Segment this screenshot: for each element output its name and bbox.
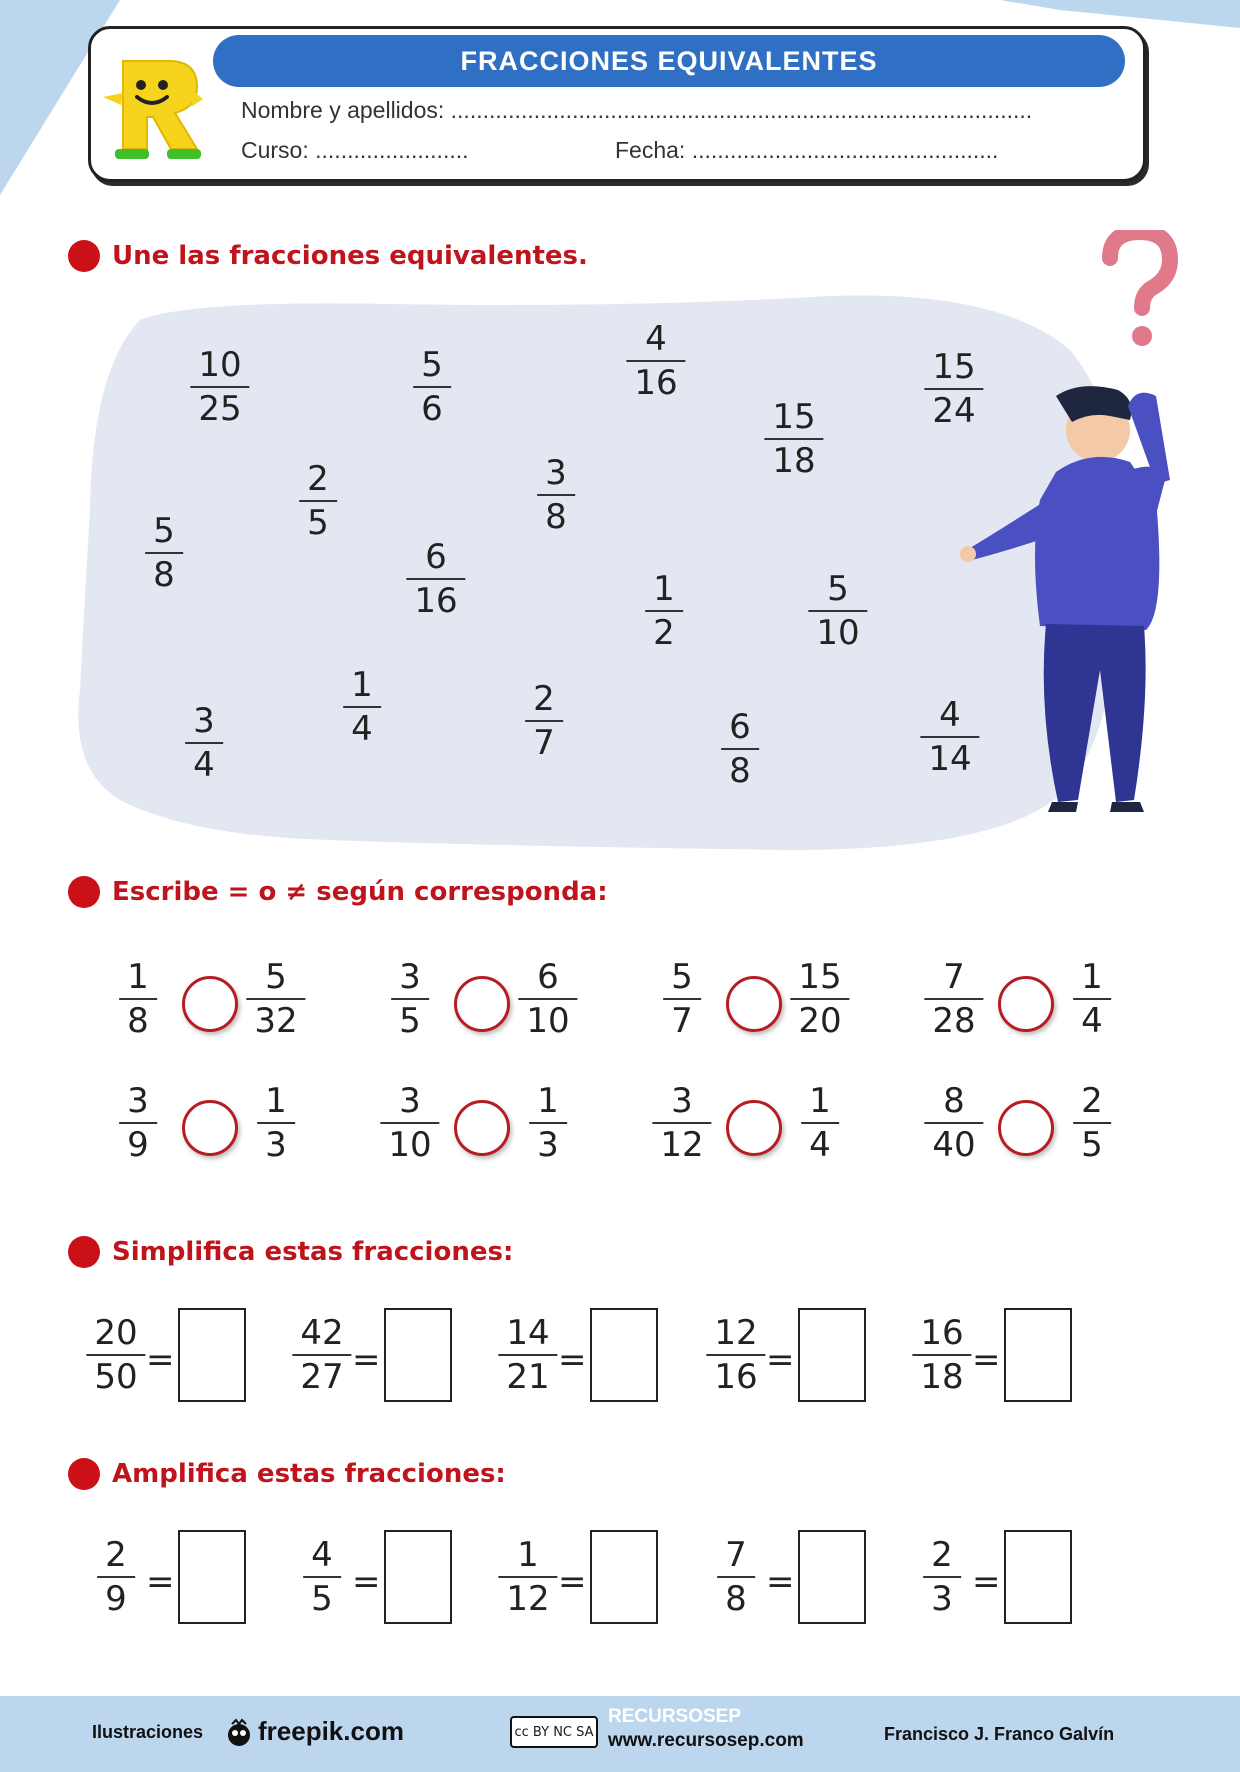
denominator: 40 — [932, 1125, 976, 1166]
denominator: 14 — [928, 739, 972, 780]
match-fraction — [529, 680, 559, 762]
fraction-bar — [380, 1122, 439, 1124]
creative-commons-badge: cc BY NC SA — [510, 1716, 598, 1748]
denominator: 8 — [729, 751, 751, 792]
numerator: 16 — [920, 1313, 964, 1353]
denominator: 8 — [725, 1579, 747, 1620]
denominator: 18 — [920, 1357, 964, 1398]
section-simplify-heading — [68, 1236, 513, 1268]
denominator: 25 — [198, 389, 242, 430]
name-dots: ........................................................................................... — [450, 97, 1033, 123]
fraction-bar — [391, 998, 429, 1000]
simplify-answer-box[interactable] — [1004, 1308, 1072, 1402]
compare-fraction-left — [656, 1082, 707, 1164]
section-match-title: Une las fracciones equivalentes. — [112, 241, 588, 271]
numerator: 5 — [827, 569, 849, 609]
denominator: 10 — [526, 1001, 570, 1042]
numerator: 2 — [1081, 1081, 1103, 1121]
simplify-answer-box[interactable] — [798, 1308, 866, 1402]
denominator: 5 — [307, 503, 329, 544]
fraction-bar — [292, 1354, 351, 1356]
denominator: 28 — [932, 1001, 976, 1042]
denominator: 12 — [506, 1579, 550, 1620]
fraction-bar — [525, 720, 563, 722]
fraction-bar — [86, 1354, 145, 1356]
denominator: 9 — [127, 1125, 149, 1166]
compare-fraction-left — [123, 958, 153, 1040]
match-fraction — [725, 708, 755, 790]
denominator: 27 — [300, 1357, 344, 1398]
fraction-bar — [808, 610, 867, 612]
equal-sign: = — [146, 1340, 175, 1380]
match-fraction — [812, 570, 863, 652]
match-fraction — [194, 346, 245, 428]
numerator: 4 — [939, 695, 961, 735]
compare-answer-circle[interactable] — [726, 976, 782, 1032]
numerator: 2 — [105, 1535, 127, 1575]
compare-answer-circle[interactable] — [182, 1100, 238, 1156]
freepik-logo-icon — [224, 1718, 254, 1748]
course-dots: ........................ — [315, 137, 469, 163]
amplify-answer-box[interactable] — [798, 1530, 866, 1624]
equal-sign: = — [558, 1340, 587, 1380]
numerator: 6 — [729, 707, 751, 747]
fraction-bar — [257, 1122, 295, 1124]
denominator: 10 — [388, 1125, 432, 1166]
numerator: 2 — [931, 1535, 953, 1575]
name-label: Nombre y apellidos: — [241, 97, 445, 123]
denominator: 7 — [533, 723, 555, 764]
numerator: 2 — [307, 459, 329, 499]
denominator: 6 — [421, 389, 443, 430]
section-amplify-heading — [68, 1458, 506, 1490]
amplify-fraction — [927, 1536, 957, 1618]
compare-fraction-right — [805, 1082, 835, 1164]
compare-fraction-right — [1077, 1082, 1107, 1164]
denominator: 3 — [537, 1125, 559, 1166]
fraction-bar — [764, 438, 823, 440]
denominator: 5 — [1081, 1125, 1103, 1166]
section-compare-heading — [68, 876, 608, 908]
numerator: 1 — [127, 957, 149, 997]
fraction-bar — [717, 1576, 755, 1578]
denominator: 4 — [193, 745, 215, 786]
numerator: 15 — [932, 347, 976, 387]
thinking-person-illustration — [960, 230, 1200, 830]
freepik-link[interactable]: freepik.com — [258, 1716, 404, 1746]
denominator: 16 — [414, 581, 458, 622]
red-bullet-icon — [68, 876, 100, 908]
compare-fraction-right — [533, 1082, 563, 1164]
denominator: 12 — [660, 1125, 704, 1166]
compare-fraction-right — [1077, 958, 1107, 1040]
denominator: 24 — [932, 391, 976, 432]
numerator: 3 — [399, 957, 421, 997]
date-dots: ................................................ — [691, 137, 999, 163]
numerator: 3 — [671, 1081, 693, 1121]
denominator: 32 — [254, 1001, 298, 1042]
simplify-answer-box[interactable] — [590, 1308, 658, 1402]
fraction-bar — [190, 386, 249, 388]
denominator: 3 — [931, 1579, 953, 1620]
match-fraction — [410, 538, 461, 620]
compare-answer-circle[interactable] — [998, 1100, 1054, 1156]
denominator: 20 — [798, 1001, 842, 1042]
fraction-bar — [413, 386, 451, 388]
numerator: 2 — [533, 679, 555, 719]
denominator: 18 — [772, 441, 816, 482]
denominator: 3 — [265, 1125, 287, 1166]
numerator: 15 — [798, 957, 842, 997]
numerator: 1 — [1081, 957, 1103, 997]
fraction-bar — [498, 1354, 557, 1356]
compare-fraction-left — [928, 958, 979, 1040]
compare-fraction-right — [261, 1082, 291, 1164]
fraction-bar — [1073, 1122, 1111, 1124]
section-simplify-title: Simplifica estas fracciones: — [112, 1237, 514, 1267]
course-field-line — [241, 137, 469, 164]
equal-sign: = — [766, 1562, 795, 1602]
compare-fraction-right — [522, 958, 573, 1040]
numerator: 4 — [311, 1535, 333, 1575]
date-field-line — [615, 137, 998, 164]
fraction-bar — [518, 998, 577, 1000]
numerator: 7 — [943, 957, 965, 997]
fraction-bar — [97, 1576, 135, 1578]
numerator: 4 — [645, 319, 667, 359]
numerator: 20 — [94, 1313, 138, 1353]
numerator: 1 — [809, 1081, 831, 1121]
date-label: Fecha: — [615, 137, 686, 163]
amplify-fraction — [307, 1536, 337, 1618]
fraction-bar — [652, 1122, 711, 1124]
equal-sign: = — [558, 1562, 587, 1602]
author-name: Francisco J. Franco Galvín — [884, 1724, 1115, 1744]
fraction-bar — [663, 998, 701, 1000]
denominator: 5 — [311, 1579, 333, 1620]
numerator: 8 — [943, 1081, 965, 1121]
red-bullet-icon — [68, 240, 100, 272]
numerator: 15 — [772, 397, 816, 437]
compare-answer-circle[interactable] — [454, 976, 510, 1032]
fraction-bar — [343, 706, 381, 708]
equal-sign: = — [972, 1562, 1001, 1602]
denominator: 8 — [545, 497, 567, 538]
match-fraction — [347, 666, 377, 748]
numerator: 5 — [265, 957, 287, 997]
simplify-fraction — [502, 1314, 553, 1396]
denominator: 16 — [634, 363, 678, 404]
fraction-bar — [537, 494, 575, 496]
match-fraction — [303, 460, 333, 542]
numerator: 5 — [421, 345, 443, 385]
amplify-answer-box[interactable] — [178, 1530, 246, 1624]
numerator: 1 — [537, 1081, 559, 1121]
numerator: 1 — [653, 569, 675, 609]
match-fraction — [149, 512, 179, 594]
amplify-answer-box[interactable] — [384, 1530, 452, 1624]
simplify-fraction — [916, 1314, 967, 1396]
fraction-bar — [299, 500, 337, 502]
denominator: 9 — [105, 1579, 127, 1620]
numerator: 1 — [351, 665, 373, 705]
fraction-bar — [246, 998, 305, 1000]
numerator: 12 — [714, 1313, 758, 1353]
equal-sign: = — [146, 1562, 175, 1602]
fraction-bar — [498, 1576, 557, 1578]
fraction-bar — [801, 1122, 839, 1124]
recursosep-brand: RECURSOSEP — [608, 1706, 742, 1727]
numerator: 42 — [300, 1313, 344, 1353]
amplify-fraction — [502, 1536, 553, 1618]
denominator: 16 — [714, 1357, 758, 1398]
fraction-bar — [303, 1576, 341, 1578]
match-fraction — [189, 702, 219, 784]
equal-sign: = — [352, 1340, 381, 1380]
simplify-answer-box[interactable] — [178, 1308, 246, 1402]
denominator: 4 — [351, 709, 373, 750]
numerator: 3 — [399, 1081, 421, 1121]
denominator: 7 — [671, 1001, 693, 1042]
compare-fraction-left — [384, 1082, 435, 1164]
amplify-fraction — [101, 1536, 131, 1618]
simplify-fraction — [710, 1314, 761, 1396]
fraction-bar — [406, 578, 465, 580]
denominator: 8 — [127, 1001, 149, 1042]
section-amplify-title: Amplifica estas fracciones: — [112, 1459, 506, 1489]
simplify-fraction — [90, 1314, 141, 1396]
header-card — [88, 26, 1146, 182]
compare-fraction-right — [250, 958, 301, 1040]
equal-sign: = — [766, 1340, 795, 1380]
fraction-bar — [645, 610, 683, 612]
fraction-bar — [119, 1122, 157, 1124]
simplify-fraction — [296, 1314, 347, 1396]
compare-answer-circle[interactable] — [182, 976, 238, 1032]
compare-fraction-left — [667, 958, 697, 1040]
compare-fraction-left — [395, 958, 425, 1040]
denominator: 4 — [809, 1125, 831, 1166]
denominator: 21 — [506, 1357, 550, 1398]
fraction-bar — [1073, 998, 1111, 1000]
equal-sign: = — [352, 1562, 381, 1602]
mascot-r-logo — [101, 53, 205, 161]
section-match-heading — [68, 240, 588, 272]
section-compare-title: Escribe = o ≠ según corresponda: — [112, 877, 608, 907]
numerator: 6 — [537, 957, 559, 997]
denominator: 50 — [94, 1357, 138, 1398]
numerator: 14 — [506, 1313, 550, 1353]
fraction-bar — [185, 742, 223, 744]
fraction-bar — [790, 998, 849, 1000]
fraction-bar — [529, 1122, 567, 1124]
match-fraction — [417, 346, 447, 428]
numerator: 7 — [725, 1535, 747, 1575]
denominator: 4 — [1081, 1001, 1103, 1042]
compare-fraction-right — [794, 958, 845, 1040]
numerator: 5 — [153, 511, 175, 551]
amplify-answer-box[interactable] — [590, 1530, 658, 1624]
numerator: 3 — [545, 453, 567, 493]
denominator: 8 — [153, 555, 175, 596]
fraction-bar — [721, 748, 759, 750]
denominator: 10 — [816, 613, 860, 654]
simplify-answer-box[interactable] — [384, 1308, 452, 1402]
fraction-bar — [145, 552, 183, 554]
denominator: 5 — [399, 1001, 421, 1042]
amplify-fraction — [721, 1536, 751, 1618]
denominator: 2 — [653, 613, 675, 654]
numerator: 1 — [517, 1535, 539, 1575]
course-label: Curso: — [241, 137, 309, 163]
fraction-bar — [119, 998, 157, 1000]
name-field-line — [241, 97, 1032, 124]
numerator: 10 — [198, 345, 242, 385]
fraction-bar — [924, 1122, 983, 1124]
worksheet-title: FRACCIONES EQUIVALENTES — [213, 35, 1125, 87]
numerator: 6 — [425, 537, 447, 577]
compare-fraction-left — [123, 1082, 153, 1164]
illustrations-label: Ilustraciones — [92, 1722, 204, 1742]
fraction-bar — [912, 1354, 971, 1356]
fraction-bar — [923, 1576, 961, 1578]
numerator: 5 — [671, 957, 693, 997]
numerator: 3 — [193, 701, 215, 741]
red-bullet-icon — [68, 1458, 100, 1490]
compare-answer-circle[interactable] — [726, 1100, 782, 1156]
equal-sign: = — [972, 1340, 1001, 1380]
fraction-bar — [924, 998, 983, 1000]
match-fraction — [768, 398, 819, 480]
match-fraction — [541, 454, 571, 536]
red-bullet-icon — [68, 1236, 100, 1268]
amplify-answer-box[interactable] — [1004, 1530, 1072, 1624]
recursosep-site-link[interactable]: www.recursosep.com — [608, 1730, 804, 1751]
fraction-bar — [626, 360, 685, 362]
footer — [0, 1696, 1240, 1772]
compare-fraction-left — [928, 1082, 979, 1164]
fraction-bar — [706, 1354, 765, 1356]
compare-answer-circle[interactable] — [998, 976, 1054, 1032]
compare-answer-circle[interactable] — [454, 1100, 510, 1156]
match-fraction — [630, 320, 681, 402]
numerator: 1 — [265, 1081, 287, 1121]
numerator: 3 — [127, 1081, 149, 1121]
match-fraction — [649, 570, 679, 652]
